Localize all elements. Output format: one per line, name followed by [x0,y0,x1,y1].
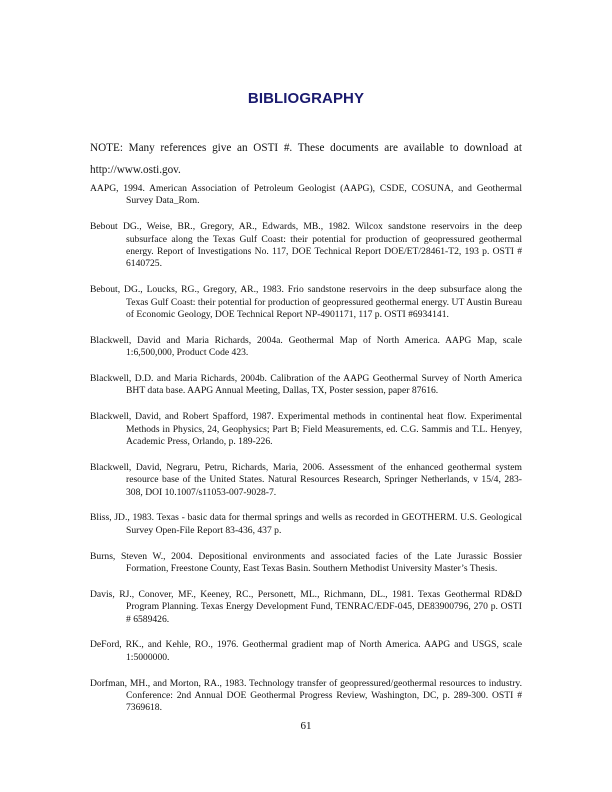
note-paragraph: NOTE: Many references give an OSTI #. These documents are available to download at http://www.osti.gov. [90,142,522,176]
reference-entry: Blackwell, David and Maria Richards, 2004a. Geothermal Map of North America. AAPG Map, scale 1:6,500,000, Product Code 423. [90,334,522,359]
page-number: 61 [300,720,312,732]
reference-entry: Dorfman, MH., and Morton, RA., 1983. Technology transfer of geopressured/geothermal resources to industry. Conference: 2nd Annual DOE Geothermal Progress Review, Washington, DC, p. 289-300. OSTI # 7369618. [90,677,522,714]
reference-entry: DeFord, RK., and Kehle, RO., 1976. Geothermal gradient map of North America. AAPG and USGS, scale 1:5000000. [90,639,522,663]
reference-entry: Burns, Steven W., 2004. Depositional environments and associated facies of the Late Jurassic Bossier Formation, Freestone County, East Texas Basin. Southern Methodist University Master’s Thesis. [90,550,522,575]
reference-entry: Blackwell, David, Negraru, Petru, Richards, Maria, 2006. Assessment of the enhanced geothermal system resource base of the United States. Natural Resources Research, Springer Netherlands, v 15/4, 283-308, DOI 10.1007/s11053-007-9028-7. [90,461,522,498]
reference-entry: AAPG, 1994. American Association of Petroleum Geologist (AAPG), CSDE, COSUNA, and Geothermal Survey Data_Rom. [90,183,522,207]
reference-entry: Blackwell, D.D. and Maria Richards, 2004b. Calibration of the AAPG Geothermal Survey of North America BHT data base. AAPG Annual Meeting, Dallas, TX, Poster session, paper 87616. [90,373,522,397]
reference-entry: Bliss, JD., 1983. Texas - basic data for thermal springs and wells as recorded in GEOTHERM. U.S. Geological Survey Open-File Report 83-436, 437 p. [90,512,522,536]
reference-entry: Bebout, DG., Loucks, RG., Gregory, AR., 1983. Frio sandstone reservoirs in the deep subsurface along the Texas Gulf Coast: their potential for production of geopressured geothermal energy. UT Austin Bureau of Economic Geology, DOE Technical Report NP-4901171, 117 p. OSTI #6934141. [90,284,522,321]
reference-entry: Blackwell, David, and Robert Spafford, 1987. Experimental methods in continental heat flow. Experimental Methods in Physics, 24, Geophysics; Part B; Field Measurements, ed. C.G. Sammis and T.L. Henyey, Academic Press, Orlando, p. 189-226. [90,411,522,448]
page-title: BIBLIOGRAPHY [247,90,365,107]
reference-entry: Bebout DG., Weise, BR., Gregory, AR., Edwards, MB., 1982. Wilcox sandstone reservoirs in the deep subsurface along the Texas Gulf Coast: their potential for production of geopressured geothermal energy. Report of Investigations No. 117, DOE Technical Report DOE/ET/28461-T2, 193 p. OSTI # 6140725. [90,221,522,270]
reference-list [90,183,522,728]
reference-entry: Davis, RJ., Conover, MF., Keeney, RC., Personett, ML., Richmann, DL., 1981. Texas Geothermal RD&D Program Planning. Texas Energy Development Fund, TENRAC/EDF-045, DE83900796, 270 p. OSTI # 6589426. [90,588,522,625]
